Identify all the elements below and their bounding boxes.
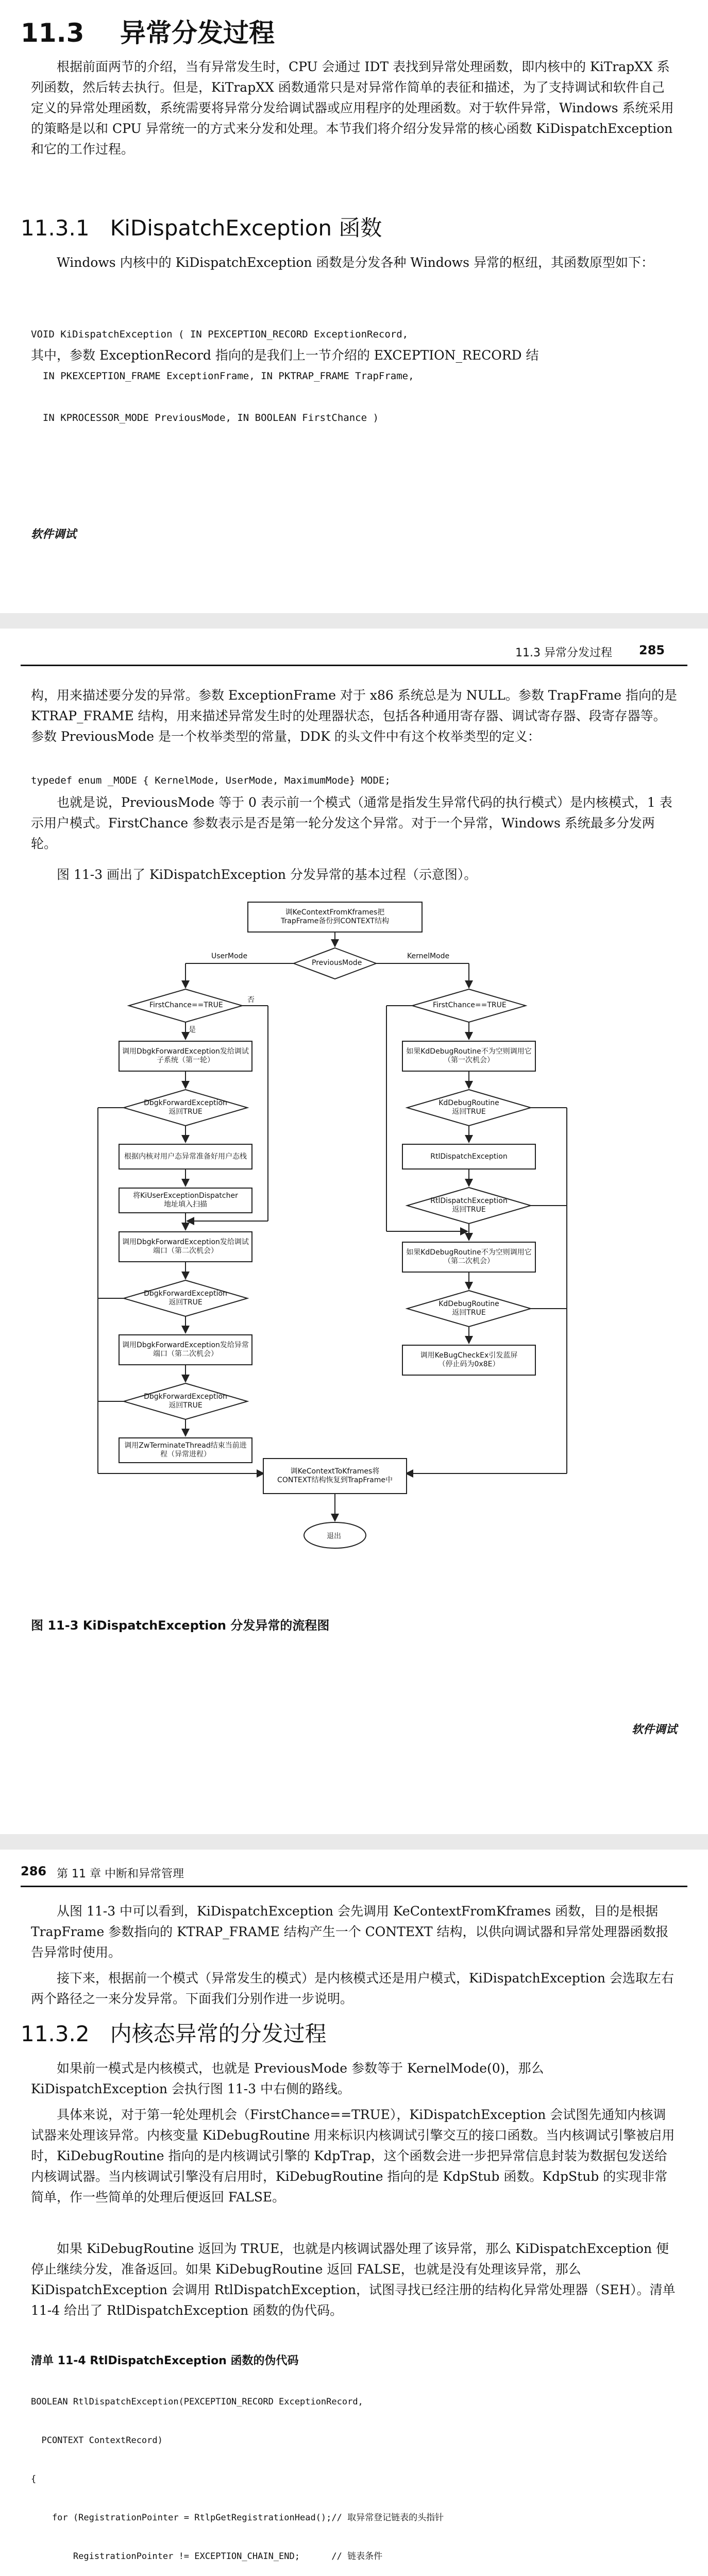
flow-node-u2: DbgkForwardException 返回TRUE bbox=[144, 1099, 227, 1116]
paragraph: 如果 KiDebugRoutine 返回为 TRUE，也就是内核调试器处理了该异常，那么 KiDispatchException 便停止继续分发，准备返回。如果 KiDebugRoutine 返回 FALSE，也就是没有处理该异常，那么 KiDispatchException 会调用 RtlDispatchException，试图寻找已经注册的结构化异常处理器（SEH）。清单 11-4 给出了 RtlDispatchException 函数的伪代码。 bbox=[31, 2241, 676, 2318]
section-title: 异常分发过程 bbox=[120, 18, 275, 48]
flow-label-yes: 是 bbox=[189, 1026, 196, 1034]
flow-node-u8: DbgkForwardException 返回TRUE bbox=[144, 1393, 227, 1410]
flow-node-u9: 调用ZwTerminateThread结束当前进程（异常进程） bbox=[119, 1437, 252, 1463]
header-rule bbox=[21, 665, 687, 666]
flow-label-no: 否 bbox=[247, 996, 255, 1004]
flow-node-k4: RtlDispatchException 返回TRUE bbox=[430, 1197, 508, 1214]
flow-label-first-chance-kernel: FirstChance==TRUE bbox=[433, 1001, 507, 1009]
running-head: 11.3 异常分发过程 bbox=[515, 647, 612, 659]
flow-node-k2: KdDebugRoutine 返回TRUE bbox=[439, 1099, 499, 1116]
flow-node-u5: 调用DbgkForwardException发给调试端口（第二次机会） bbox=[119, 1231, 252, 1262]
section-number: 11.3 bbox=[21, 18, 85, 48]
flow-node-k6: KdDebugRoutine 返回TRUE bbox=[439, 1300, 499, 1317]
code-line: VOID KiDispatchException ( IN PEXCEPTION_RECORD ExceptionRecord, bbox=[31, 329, 409, 340]
paragraph: 其中，参数 ExceptionRecord 指向的是我们上一节介绍的 EXCEPTION_RECORD 结 bbox=[31, 348, 539, 363]
page-separator bbox=[0, 613, 708, 629]
code-block bbox=[31, 300, 677, 453]
figure-caption: 图 11-3 KiDispatchException 分发异常的流程图 bbox=[31, 1618, 330, 1633]
code-line: { bbox=[31, 2474, 37, 2484]
flow-node-u6: DbgkForwardException 返回TRUE bbox=[144, 1290, 227, 1307]
flow-label-kernel-mode: KernelMode bbox=[407, 952, 450, 960]
page-number: 286 bbox=[21, 1864, 47, 1878]
code-line: typedef enum _MODE { KernelMode, UserMode, MaximumMode} MODE; bbox=[31, 775, 391, 786]
page-1 bbox=[0, 0, 708, 613]
paragraph: 图 11-3 画出了 KiDispatchException 分发异常的基本过程（示意图）。 bbox=[57, 867, 477, 882]
subsection-title: KiDispatchException 函数 bbox=[110, 215, 382, 241]
subsection-number: 11.3.2 bbox=[21, 2021, 90, 2046]
flow-node-u7: 调用DbgkForwardException发给异常端口（第二次机会） bbox=[119, 1334, 252, 1365]
paragraph: 也就是说，PreviousMode 等于 0 表示前一个模式（通常是指发生异常代码的执行模式）是内核模式，1 表示用户模式。FirstChance 参数表示是否是第一轮分发这个异常。对于一个异常，Windows 系统最多分发两轮。 bbox=[31, 795, 672, 851]
paragraph: 如果前一模式是内核模式，也就是 PreviousMode 参数等于 KernelMode(0)，那么 KiDispatchException 会执行图 11-3 中右侧的路线。 bbox=[31, 2061, 544, 2096]
flowchart bbox=[77, 891, 593, 1602]
listing-code bbox=[31, 2370, 677, 2576]
subsection-number: 11.3.1 bbox=[21, 215, 90, 241]
running-head: 第 11 章 中断和异常管理 bbox=[57, 1868, 184, 1880]
flow-node-k3: RtlDispatchException bbox=[402, 1144, 536, 1170]
page-separator bbox=[0, 1834, 708, 1850]
code-line: PCONTEXT ContextRecord) bbox=[31, 2435, 163, 2446]
flow-node-k1: 如果KdDebugRoutine不为空则调用它（第一次机会） bbox=[402, 1041, 536, 1072]
paragraph: 构，用来描述要分发的异常。参数 ExceptionFrame 对于 x86 系统总是为 NULL。参数 TrapFrame 指向的是 KTRAP_FRAME 结构，用来描述异常发生时的处理器状态，包括各种通用寄存器、调试寄存器、段寄存器等。参数 PreviousMode 是一个枚举类型的常量，DDK 的头文件中有这个枚举类型的定义： bbox=[31, 688, 677, 744]
flow-node-k7 bbox=[402, 1345, 536, 1376]
flow-node-u4: 将KiUserExceptionDispatcher 地址填入扫描 bbox=[119, 1188, 252, 1213]
page-3 bbox=[0, 1850, 708, 2576]
paragraph: 根据前面两节的介绍，当有异常发生时，CPU 会通过 IDT 表找到异常处理函数，即内核中的 KiTrapXX 系列函数，然后转去执行。但是，KiTrapXX 函数通常只是对异常作简单的表征和描述，为了支持调试和软件自己定义的异常处理函数，系统需要将异常分发给调试器或应用程序的处理函数。对于软件异常，Windows 系统采用的策略是以和 CPU 异常统一的方式来分发和处理。本节我们将介绍分发异常的核心函数 KiDispatchException 和它的工作过程。 bbox=[31, 59, 674, 157]
page-2 bbox=[0, 629, 708, 1834]
code-line: IN KPROCESSOR_MODE PreviousMode, IN BOOLEAN FirstChance ) bbox=[31, 412, 379, 423]
listing-title: 清单 11-4 RtlDispatchException 函数的伪代码 bbox=[31, 2354, 299, 2367]
flow-label-first-chance-user: FirstChance==TRUE bbox=[149, 1001, 223, 1009]
subsection-title: 内核态异常的分发过程 bbox=[110, 2021, 327, 2046]
paragraph: 接下来，根据前一个模式（异常发生的模式）是内核模式还是用户模式，KiDispatchException 会选取左右两个路径之一来分发异常。下面我们分别作进一步说明。 bbox=[31, 1971, 674, 2006]
subsection-heading bbox=[21, 2017, 327, 2048]
flow-node-k5: 如果KdDebugRoutine不为空则调用它（第二次机会） bbox=[402, 1242, 536, 1273]
flow-node-u1: 调用DbgkForwardException发给调试子系统（第一轮） bbox=[119, 1041, 252, 1072]
paragraph: Windows 内核中的 KiDispatchException 函数是分发各种 Windows 异常的枢纽，其函数原型如下： bbox=[57, 255, 654, 270]
flow-node-k7-subtext: （停止码为0x8E） bbox=[438, 1360, 500, 1368]
subsection-heading bbox=[21, 211, 382, 242]
flow-node-bottom: 调KeContextToKframes将 CONTEXT结构恢复到TrapFrame中 bbox=[263, 1458, 407, 1494]
code-line: for (RegistrationPointer = RtlpGetRegistrationHead();// 取异常登记链表的头指针 bbox=[31, 2513, 444, 2523]
page-number: 285 bbox=[639, 643, 665, 657]
flow-node-k7-text: 调用KeBugCheckEx引发蓝屏 bbox=[420, 1351, 518, 1360]
flow-label-user-mode: UserMode bbox=[211, 952, 248, 960]
code-line: BOOLEAN RtlDispatchException(PEXCEPTION_RECORD ExceptionRecord, bbox=[31, 2397, 363, 2407]
section-heading bbox=[21, 12, 275, 49]
paragraph: 具体来说，对于第一轮处理机会（FirstChance==TRUE），KiDispatchException 会试图先通知内核调试器来处理该异常。内核变量 KiDebugRoutine 用来标识内核调试引擎交互的接口函数。当内核调试引擎被启用时，KiDebugRoutine 指向的是内核调试引擎的 KdpTrap，这个函数会进一步把异常信息封装为数据包发送给内核调试器。当内核调试引擎没有启用时，KiDebugRoutine 指向的是 KdpStub 函数。KdpStub 的实现非常简单，作一些简单的处理后便返回 FALSE。 bbox=[31, 2107, 675, 2205]
flow-node-u3: 根据内核对用户态异常准备好用户态栈 bbox=[119, 1144, 252, 1170]
page-footer: 软件调试 bbox=[631, 1723, 677, 1736]
paragraph: 从图 11-3 中可以看到，KiDispatchException 会先调用 KeContextFromKframes 函数，目的是根据 TrapFrame 参数指向的 KTRAP_FRAME 结构产生一个 CONTEXT 结构，以供向调试器和异常处理器函数报告异常时使用。 bbox=[31, 1904, 669, 1960]
page-footer: 软件调试 bbox=[31, 528, 77, 541]
code-line: RegistrationPointer != EXCEPTION_CHAIN_END; // 链表条件 bbox=[31, 2551, 383, 2562]
flow-node-top: 调KeContextFromKframes把 TrapFrame备份到CONTEXT结构 bbox=[247, 902, 423, 933]
header-rule bbox=[21, 1886, 687, 1887]
code-line: IN PKEXCEPTION_FRAME ExceptionFrame, IN PKTRAP_FRAME TrapFrame, bbox=[31, 370, 414, 382]
flow-label-previous-mode: PreviousMode bbox=[312, 959, 362, 967]
flow-node-exit: 退出 bbox=[327, 1532, 341, 1540]
